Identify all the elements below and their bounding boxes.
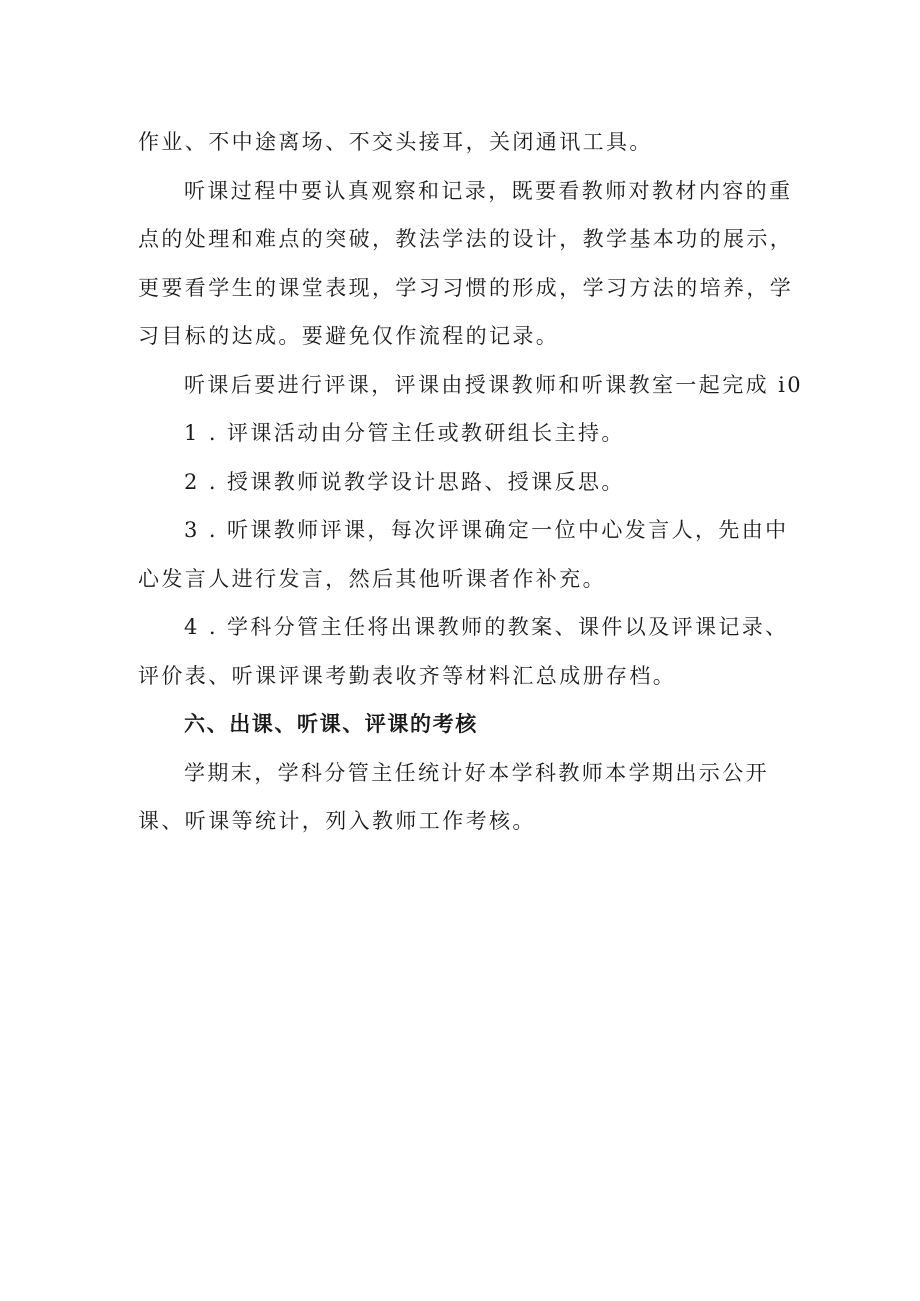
text-line: 更要看学生的课堂表现，学习习惯的形成，学习方法的培养，学 bbox=[138, 275, 794, 300]
text-line: 心发言人进行发言，然后其他听课者作补充。 bbox=[138, 566, 606, 591]
text-line: 作业、不中途离场、不交头接耳，关闭通讯工具。 bbox=[138, 130, 653, 154]
paragraph-assessment bbox=[138, 749, 798, 846]
text-line: 3 . 听课教师评课，每次评课确定一位中心发言人，先由中 bbox=[184, 518, 789, 542]
text-line: 听课过程中要认真观察和记录，既要看教师对教材内容的重 bbox=[184, 178, 793, 203]
list-item-2 bbox=[138, 458, 798, 507]
list-item-1 bbox=[138, 409, 798, 458]
text-line: 课、听课等统计，列入教师工作考核。 bbox=[138, 809, 536, 833]
paragraph-evaluation-intro bbox=[138, 361, 803, 410]
text-line: 习目标的达成。要避免仅作流程的记录。 bbox=[138, 324, 560, 348]
text-line: 4 . 学科分管主任将出课教师的教案、课件以及评课记录、 bbox=[184, 615, 789, 639]
paragraph-observation bbox=[138, 167, 798, 361]
section-heading: 六、出课、听课、评课的考核 bbox=[184, 712, 478, 736]
text-line: 听课后要进行评课，评课由授课教师和听课教室一起完成 i0 bbox=[184, 372, 803, 397]
text-line: 评价表、听课评课考勤表收齐等材料汇总成册存档。 bbox=[138, 663, 677, 688]
text-line: 1 . 评课活动由分管主任或教研组长主持。 bbox=[184, 421, 625, 445]
document-body bbox=[138, 118, 803, 846]
list-item-3 bbox=[138, 506, 798, 603]
text-line: 学期末，学科分管主任统计好本学科教师本学期出示公开 bbox=[184, 760, 769, 785]
paragraph-continuation bbox=[138, 118, 798, 167]
text-line: 2 . 授课教师说教学设计思路、授课反思。 bbox=[184, 469, 625, 494]
text-line: 点的处理和难点的突破，教法学法的设计，教学基本功的展示， bbox=[138, 227, 794, 251]
list-item-4 bbox=[138, 603, 798, 700]
